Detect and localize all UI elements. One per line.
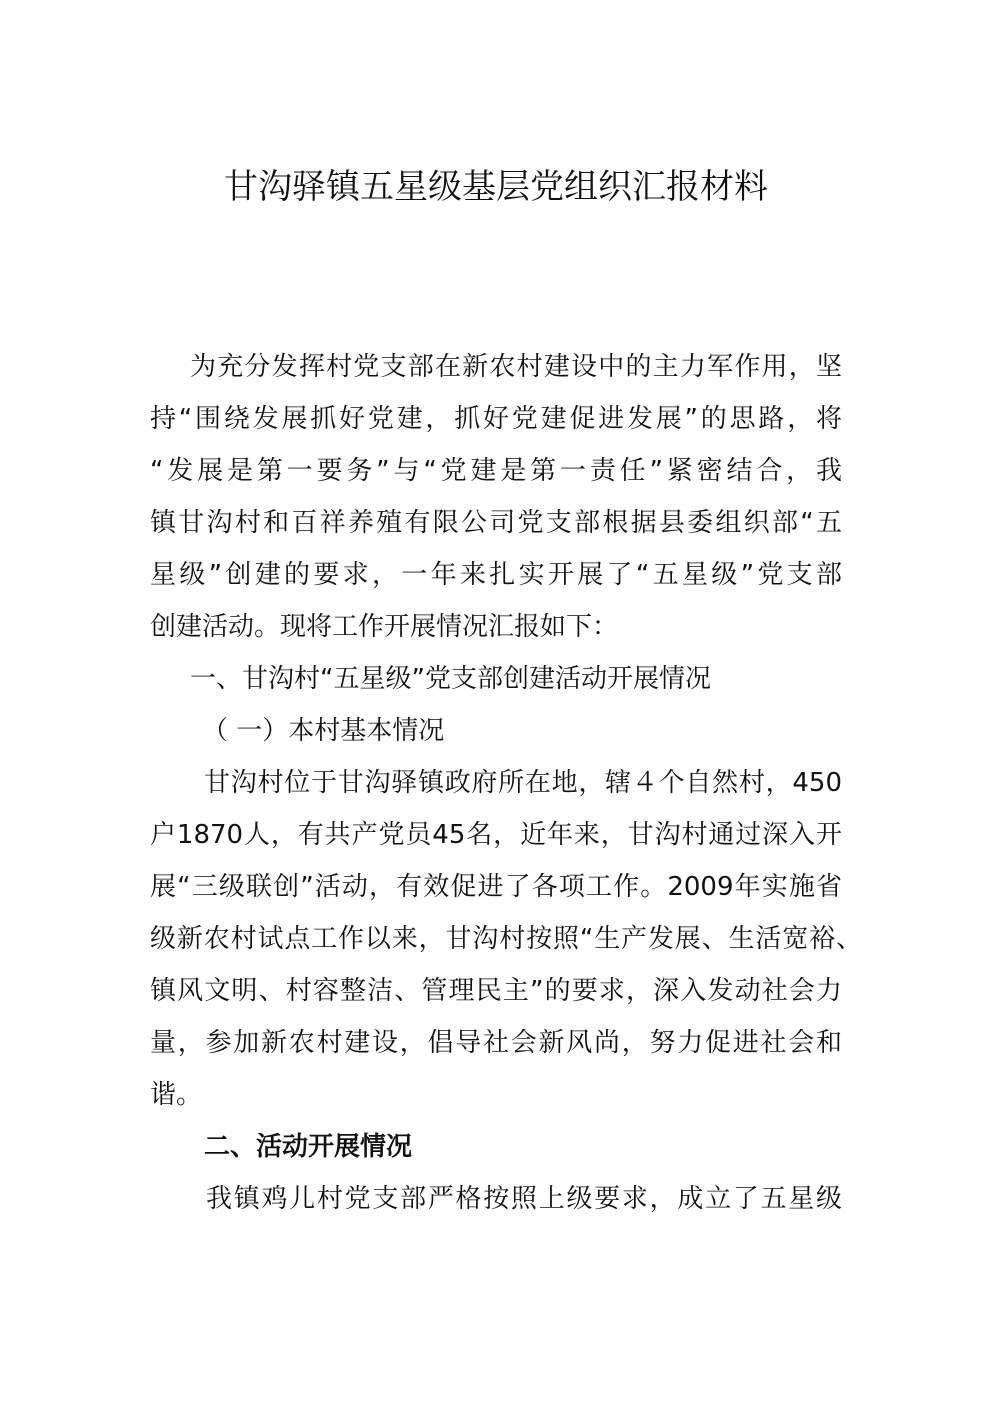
paragraph-line: 创建活动。现将工作开展情况汇报如下：	[150, 612, 619, 642]
section-heading-1: 一、甘沟村“五星级”党支部创建活动开展情况	[190, 664, 711, 694]
paragraph-line: 我镇鸡儿村党支部严格按照上级要求，成立了五星级	[206, 1184, 842, 1214]
paragraph-line: 镇风文明、村容整洁、管理民主”的要求，深入发动社会力	[150, 976, 842, 1006]
paragraph-line: 镇甘沟村和百祥养殖有限公司党支部根据县委组织部“五	[150, 508, 842, 538]
paragraph-line: 级新农村试点工作以来，甘沟村按照“生产发展、生活宽裕、	[150, 924, 862, 954]
paragraph-line: 户1870人，有共产党员45名，近年来，甘沟村通过深入开	[150, 820, 842, 850]
subsection-heading-1: （ 一）本村基本情况	[202, 716, 445, 746]
paragraph-line: 为充分发挥村党支部在新农村建设中的主力军作用，坚	[190, 352, 842, 382]
paragraph-line: 甘沟村位于甘沟驿镇政府所在地，辖４个自然村，450	[204, 768, 842, 798]
document-title: 甘沟驿镇五星级基层党组织汇报材料	[224, 167, 768, 207]
paragraph-line: 展“三级联创”活动，有效促进了各项工作。2009年实施省	[150, 872, 842, 902]
paragraph-line: 星级”创建的要求，一年来扎实开展了“五星级”党支部	[150, 560, 842, 590]
paragraph-line: 谐。	[150, 1080, 203, 1110]
paragraph-line: 量，参加新农村建设，倡导社会新风尚，努力促进社会和	[150, 1028, 842, 1058]
section-heading-2: 二、活动开展情况	[204, 1132, 413, 1162]
paragraph-line: “发展是第一要务”与“党建是第一责任”紧密结合，我	[150, 456, 842, 486]
paragraph-line: 持“围绕发展抓好党建，抓好党建促进发展”的思路，将	[150, 404, 842, 434]
